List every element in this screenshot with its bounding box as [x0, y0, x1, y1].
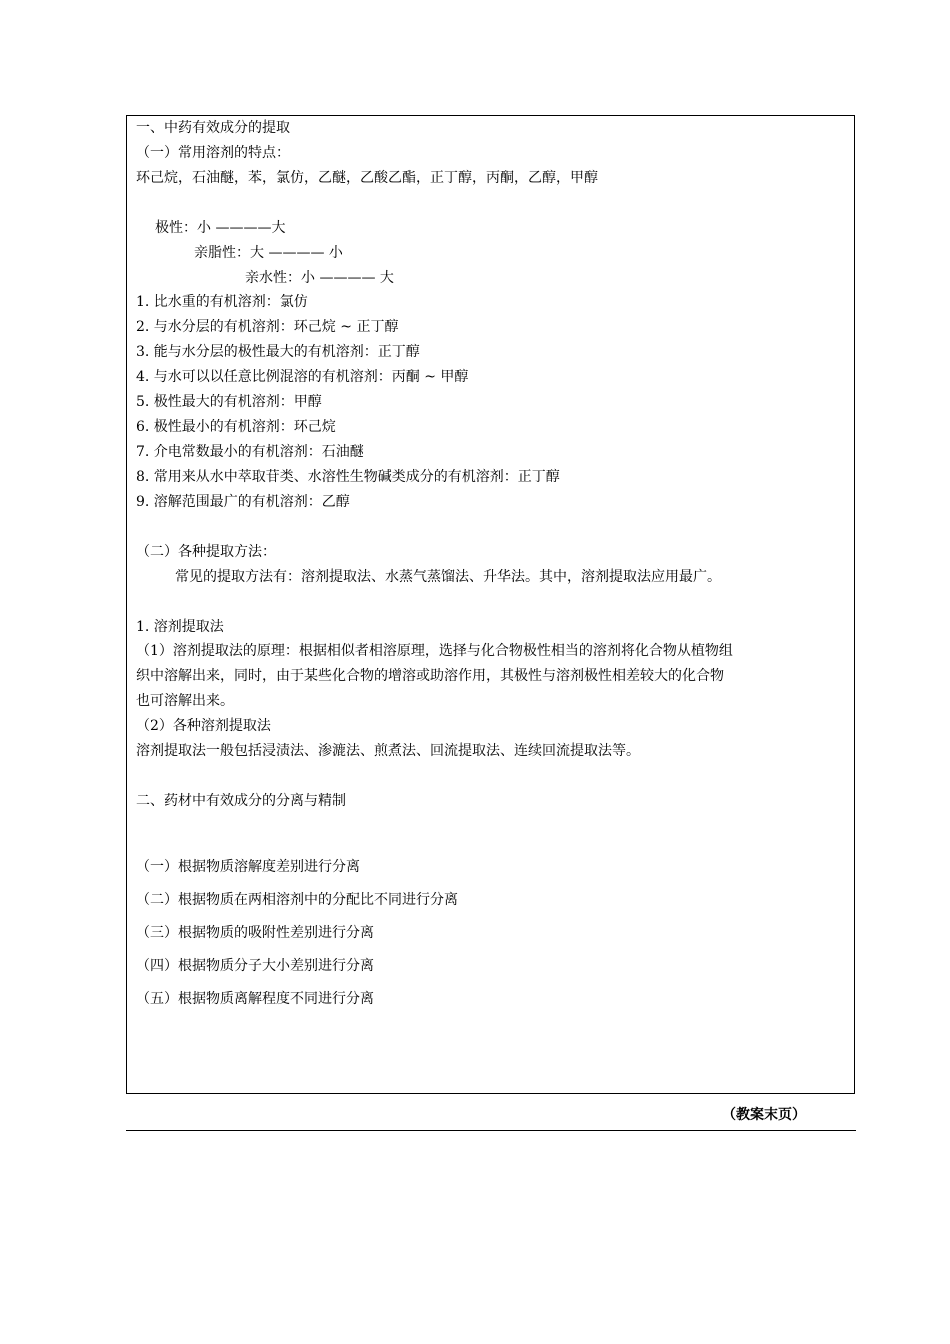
separation-item: （一）根据物质溶解度差别进行分离 — [136, 859, 360, 875]
polarity-scale: 极性：小 ————大 — [155, 220, 286, 236]
fact-item: 5. 极性最大的有机溶剂：甲醇 — [136, 394, 322, 410]
section1-heading: 一、中药有效成分的提取 — [136, 120, 290, 136]
fact-item: 8. 常用来从水中萃取苷类、水溶性生物碱类成分的有机溶剂：正丁醇 — [136, 469, 560, 485]
separation-item: （二）根据物质在两相溶剂中的分配比不同进行分离 — [136, 892, 458, 908]
fact-item: 7. 介电常数最小的有机溶剂：石油醚 — [136, 444, 364, 460]
lipophilicity-scale: 亲脂性：大 ———— 小 — [194, 245, 343, 261]
separation-item: （三）根据物质的吸附性差别进行分离 — [136, 925, 374, 941]
methods-heading: （2）各种溶剂提取法 — [136, 718, 271, 734]
methods-text: 溶剂提取法一般包括浸渍法、渗漉法、煎煮法、回流提取法、连续回流提取法等。 — [136, 743, 640, 759]
method1-title: 1. 溶剂提取法 — [136, 619, 224, 635]
fact-item: 4. 与水可以以任意比例混溶的有机溶剂：丙酮 ~ 甲醇 — [136, 369, 469, 385]
principle-line: （1）溶剂提取法的原理：根据相似者相溶原理，选择与化合物极性相当的溶剂将化合物从植物组 — [136, 643, 733, 659]
sub1-heading: （一）常用溶剂的特点： — [136, 145, 290, 161]
sub2-intro: 常见的提取方法有：溶剂提取法、水蒸气蒸馏法、升华法。其中，溶剂提取法应用最广。 — [175, 569, 721, 585]
footer-divider — [126, 1130, 856, 1131]
hydrophilicity-scale: 亲水性：小 ———— 大 — [245, 270, 394, 286]
fact-item: 6. 极性最小的有机溶剂：环己烷 — [136, 419, 336, 435]
sub2-heading: （二）各种提取方法： — [136, 544, 276, 560]
separation-item: （五）根据物质离解程度不同进行分离 — [136, 991, 374, 1007]
fact-item: 3. 能与水分层的极性最大的有机溶剂：正丁醇 — [136, 344, 420, 360]
fact-item: 1. 比水重的有机溶剂：氯仿 — [136, 294, 308, 310]
section2-heading: 二、药材中有效成分的分离与精制 — [136, 793, 346, 809]
fact-item: 2. 与水分层的有机溶剂：环己烷 ~ 正丁醇 — [136, 319, 399, 335]
footer-label: （教案末页） — [722, 1107, 806, 1123]
principle-line: 织中溶解出来，同时，由于某些化合物的增溶或助溶作用，其极性与溶剂极性相差较大的化合物 — [136, 668, 724, 684]
separation-item: （四）根据物质分子大小差别进行分离 — [136, 958, 374, 974]
fact-item: 9. 溶解范围最广的有机溶剂：乙醇 — [136, 494, 350, 510]
solvent-list: 环己烷，石油醚，苯，氯仿，乙醚，乙酸乙酯，正丁醇，丙酮，乙醇，甲醇 — [136, 170, 598, 186]
principle-line: 也可溶解出来。 — [136, 693, 234, 709]
